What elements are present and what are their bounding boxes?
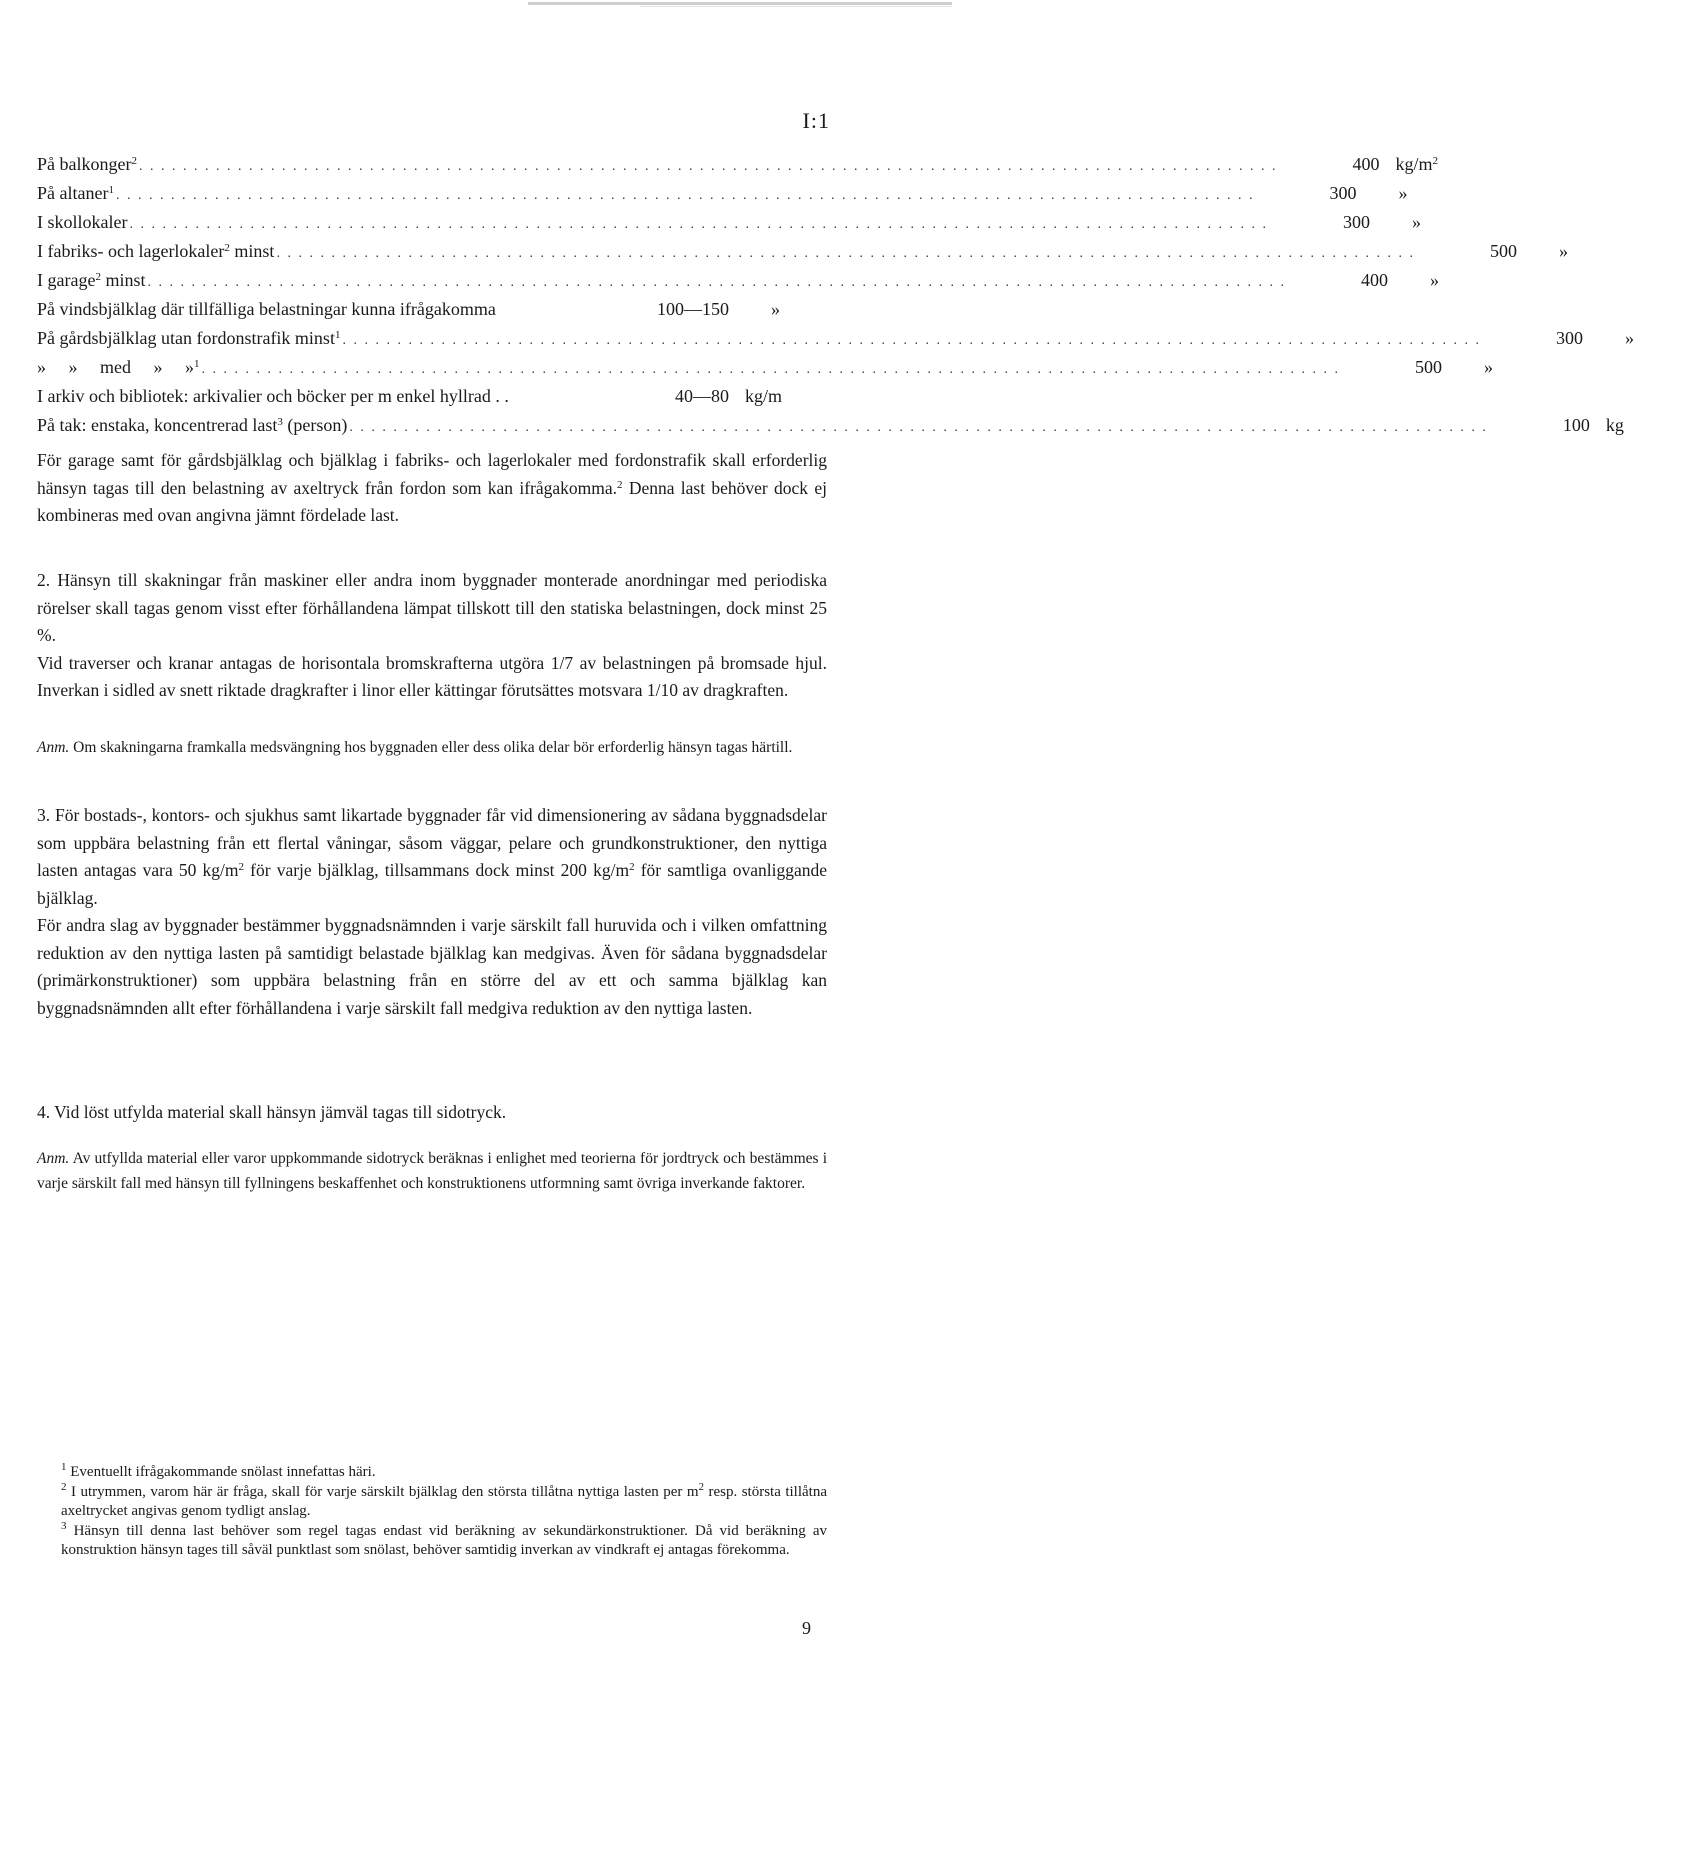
- leader-dots: . . . . . . . . . . . . . . . . . . . . . . . . . . . . . . . . . . . . . . . . . . . . . . . . . . . . . . . . . . . . . . . . . . . . . . . . . . . . . . . . . . . . . . . . . . . . . . . . . . . . . . . .: [276, 246, 1415, 261]
- load-value: 100: [1562, 415, 1590, 435]
- leader-dots: . . . . . . . . . . . . . . . . . . . . . . . . . . . . . . . . . . . . . . . . . . . . . . . . . . . . . . . . . . . . . . . . . . . . . . . . . . . . . . . . . . . . . . . . . . . . . . . . . . . . . . . .: [138, 159, 1278, 174]
- anm-label: Anm.: [37, 739, 70, 756]
- load-label: » » med » »$^1$: [37, 357, 200, 377]
- load-unit: $kg/m^2$: [1395, 154, 1438, 174]
- footnotes: [37, 1463, 827, 1561]
- load-label: I skollokaler: [37, 212, 128, 232]
- leader-dots: . . . . . . . . . . . . . . . . . . . . . . . . . . . . . . . . . . . . . . . . . . . . . . . . . . . . . . . . . . . . . . . . . . . . . . . . . . . . . . . . . . . . . . . . . . . . . . . . . . . . . . . .: [115, 188, 1255, 203]
- footnote-1: $^1$ Eventuellt ifrågakommande snölast innefattas häri.: [61, 1461, 376, 1480]
- leader-dots: . . . . . . . . . . . . . . . . . . . . . . . . . . . . . . . . . . . . . . . . . . . . . . . . . . . . . . . . . . . . . . . . . . . . . . . . . . . . . . . . . . . . . . . . . . . . . . . . . . . . . . . .: [342, 333, 1481, 348]
- load-row: [37, 411, 1624, 440]
- section-3: [37, 802, 827, 1022]
- leader-dots: . . . . . . . . . . . . . . . . . . . . . . . . . . . . . . . . . . . . . . . . . . . . . . . . . . . . . . . . . . . . . . . . . . . . . . . . . . . . . . . . . . . . . . . . . . . . . . . . . . . . . . . .: [349, 420, 1488, 435]
- load-label: På tak: enstaka, koncentrerad last$^3$ (person): [37, 415, 348, 435]
- load-row: [37, 237, 1568, 266]
- load-unit: »: [771, 299, 780, 319]
- load-value: 300: [1329, 183, 1357, 203]
- load-label: På gårdsbjälklag utan fordonstrafik minst$^1$: [37, 328, 341, 348]
- garage-note-paragraph: För garage samt för gårdsbjälklag och bjälklag i fabriks- och lagerlokaler med fordonstrafik skall erforderlig hänsyn tagas till den belastning av axeltryck från fordon som kan ifrågakomma.$^2$ Denna last behöver dock ej kombineras med ovan angivna jämnt fördelade last.: [37, 450, 827, 525]
- section-4: 4. Vid löst utfylda material skall hänsyn jämväl tagas till sidotryck.: [37, 1102, 507, 1122]
- footnote-2: $^2$ I utrymmen, varom här är fråga, skall för varje särskilt bjälklag den största tillåtna nyttiga lasten per $m^2$ resp. största tillåtna axeltrycket angivas genom tydligt anslag.: [61, 1480, 827, 1519]
- anm-note-1: Anm. Om skakningarna framkalla medsvängning hos byggnaden eller dess olika delar bör erforderlig hänsyn tagas härtill.: [37, 739, 793, 756]
- load-row: [37, 266, 1439, 295]
- top-scan-rule: [528, 2, 952, 5]
- load-unit: »: [1624, 328, 1634, 348]
- anm-note-2: Anm. Av utfyllda material eller varor uppkommande sidotryck beräknas i enlighet med teorierna för jordtryck och bestämmes i varje särskilt fall med hänsyn till fyllningens beskaffenhet och konstruktionens utformning samt övriga inverkande faktorer.: [37, 1150, 827, 1192]
- load-row: [37, 382, 827, 411]
- load-value: 400: [1352, 154, 1380, 174]
- load-unit: kg: [1605, 415, 1624, 435]
- section-2-paragraph-b: Vid traverser och kranar antagas de horisontala bromskrafterna utgöra 1/7 av belastningen på bromsade hjul. Inverkan i sidled av snett riktade dragkrafter i linor eller kättingar förutsättes motsvara 1/10 av dragkraften.: [37, 652, 827, 700]
- load-row: [37, 208, 1421, 237]
- load-unit: »: [1484, 357, 1493, 377]
- load-label: På vindsbjälklag där tillfälliga belastningar kunna ifrågakomma: [37, 299, 496, 319]
- load-unit: »: [1398, 183, 1408, 203]
- load-row: [37, 353, 1493, 382]
- load-label: På altaner$^1$: [37, 183, 114, 203]
- load-table: [37, 150, 1634, 440]
- page-number: 9: [802, 1618, 811, 1638]
- load-row: [37, 295, 827, 324]
- load-value: 400: [1360, 270, 1388, 290]
- leader-dots: . . . . . . . . . . . . . . . . . . . . . . . . . . . . . . . . . . . . . . . . . . . . . . . . . . . . . . . . . . . . . . . . . . . . . . . . . . . . . . . . . . . . . . . . . . . . . . . . . . . . . . . .: [201, 362, 1340, 377]
- load-value: 40—80: [675, 386, 729, 406]
- leader-dots: . . . . . . . . . . . . . . . . . . . . . . . . . . . . . . . . . . . . . . . . . . . . . . . . . . . . . . . . . . . . . . . . . . . . . . . . . . . . . . . . . . . . . . . . . . . . . . . . . . . . . . . .: [147, 275, 1286, 290]
- load-value: 300: [1342, 212, 1370, 232]
- section-3-paragraph-a: 3. För bostads-, kontors- och sjukhus samt likartade byggnader får vid dimensionering av sådana byggnadsdelar som uppbära belastning från ett flertal våningar, såsom väggar, pelare och grundkonstruktioner, den nyttiga lasten antagas vara 50 $kg/m^2$ för varje bjälklag, tillsammans dock minst 200 $kg/m^2$ för samtliga ovanliggande bjälklag.: [37, 805, 827, 908]
- load-unit: »: [1411, 212, 1421, 232]
- section-2: [37, 567, 827, 705]
- page-code: I:1: [802, 108, 830, 133]
- load-row: [37, 179, 1408, 208]
- load-label: I arkiv och bibliotek: arkivalier och böcker per m enkel hyllrad . .: [37, 386, 509, 406]
- load-value: 500: [1489, 241, 1517, 261]
- section-3-paragraph-b: För andra slag av byggnader bestämmer byggnadsnämnden i varje särskilt fall huruvida och i vilken omfattning reduktion av den nyttiga lasten på samtidigt belastade bjälklag kan medgivas. Även för sådana byggnadsdelar (primärkonstruktioner) som uppbära belastning från en större del av ett och samma bjälklag kan byggnadsnämnden allt efter förhållandena i varje särskilt fall medgiva reduktion av den nyttiga lasten.: [37, 915, 827, 1018]
- top-scan-rule-thin: [640, 6, 952, 7]
- footnote-3: $^3$ Hänsyn till denna last behöver som regel tagas endast vid beräkning av sekundärkonstruktioner. Då vid beräkning av konstruktion hänsyn tages till såväl punktlast som snölast, behöver samtidig inverkan av vindkraft ej antagas förekomma.: [61, 1519, 827, 1558]
- load-value: 100—150: [657, 299, 729, 319]
- load-row: [37, 150, 1438, 179]
- load-value: 300: [1555, 328, 1583, 348]
- load-unit: kg/m: [745, 386, 783, 406]
- section-2-paragraph-a: 2. Hänsyn till skakningar från maskiner eller andra inom byggnader monterade anordningar med periodiska rörelser skall tagas genom visst efter förhållandena lämpat tillskott till den statiska belastningen, dock minst 25 %.: [37, 570, 827, 645]
- load-unit: »: [1429, 270, 1439, 290]
- load-row: [37, 324, 1634, 353]
- anm-label: Anm.: [37, 1150, 70, 1167]
- load-unit: »: [1558, 241, 1568, 261]
- leader-dots: . . . . . . . . . . . . . . . . . . . . . . . . . . . . . . . . . . . . . . . . . . . . . . . . . . . . . . . . . . . . . . . . . . . . . . . . . . . . . . . . . . . . . . . . . . . . . . . . . . . . . . . .: [129, 217, 1268, 232]
- load-label: I fabriks- och lagerlokaler$^2$ minst: [37, 241, 275, 261]
- load-label: I garage$^2$ minst: [37, 270, 146, 290]
- load-label: På balkonger$^2$: [37, 154, 137, 174]
- load-value: 500: [1415, 357, 1442, 377]
